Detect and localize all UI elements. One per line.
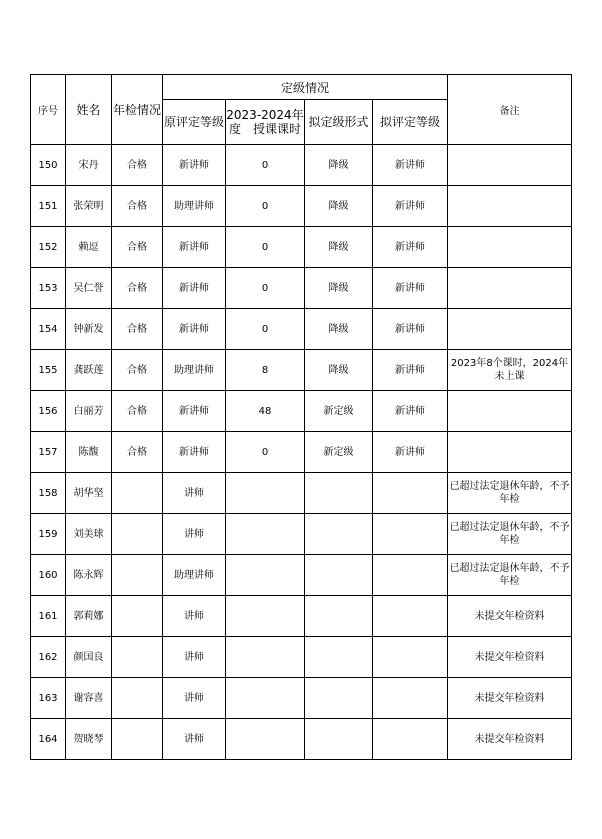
cell-seq: 158 (31, 473, 66, 514)
cell-remarks: 未提交年检资料 (448, 596, 572, 637)
cell-name: 赖逗 (66, 227, 112, 268)
table-row (31, 637, 572, 678)
cell-proposed-form: 新定级 (305, 432, 373, 473)
table-body (31, 145, 572, 760)
table-row (31, 309, 572, 350)
cell-name: 颜国良 (66, 637, 112, 678)
header-remarks: 备注 (448, 75, 572, 145)
cell-original-grade: 讲师 (163, 678, 226, 719)
cell-name: 刘美球 (66, 514, 112, 555)
cell-original-grade: 讲师 (163, 637, 226, 678)
cell-proposed-grade (373, 719, 448, 760)
cell-original-grade: 助理讲师 (163, 350, 226, 391)
cell-annual-check (112, 678, 163, 719)
cell-original-grade: 讲师 (163, 596, 226, 637)
cell-annual-check: 合格 (112, 309, 163, 350)
table-row (31, 145, 572, 186)
cell-remarks: 未提交年检资料 (448, 719, 572, 760)
cell-seq: 163 (31, 678, 66, 719)
cell-remarks: 2023年8个课时，2024年未上课 (448, 350, 572, 391)
cell-annual-check: 合格 (112, 350, 163, 391)
cell-annual-check (112, 555, 163, 596)
cell-proposed-form: 降级 (305, 227, 373, 268)
cell-remarks (448, 268, 572, 309)
cell-proposed-grade: 新讲师 (373, 309, 448, 350)
header-annual-check: 年检情况 (112, 75, 163, 145)
header-proposed-form: 拟定级形式 (305, 100, 373, 145)
cell-original-grade: 讲师 (163, 514, 226, 555)
cell-proposed-form: 降级 (305, 268, 373, 309)
cell-name: 白丽芳 (66, 391, 112, 432)
table-row (31, 432, 572, 473)
cell-seq: 151 (31, 186, 66, 227)
cell-hours (226, 514, 305, 555)
cell-original-grade: 新讲师 (163, 432, 226, 473)
table-row (31, 391, 572, 432)
table-row (31, 514, 572, 555)
table-row (31, 678, 572, 719)
cell-hours (226, 596, 305, 637)
cell-hours: 0 (226, 227, 305, 268)
cell-annual-check (112, 596, 163, 637)
cell-proposed-form (305, 596, 373, 637)
cell-original-grade: 助理讲师 (163, 555, 226, 596)
cell-proposed-grade: 新讲师 (373, 268, 448, 309)
cell-hours: 0 (226, 268, 305, 309)
cell-hours: 48 (226, 391, 305, 432)
cell-remarks (448, 186, 572, 227)
cell-proposed-form: 降级 (305, 186, 373, 227)
cell-hours (226, 719, 305, 760)
cell-remarks: 已超过法定退休年龄，不予年检 (448, 473, 572, 514)
cell-seq: 161 (31, 596, 66, 637)
cell-seq: 162 (31, 637, 66, 678)
cell-annual-check (112, 719, 163, 760)
cell-remarks: 已超过法定退休年龄，不予年检 (448, 555, 572, 596)
cell-seq: 155 (31, 350, 66, 391)
cell-proposed-grade (373, 473, 448, 514)
cell-proposed-grade: 新讲师 (373, 350, 448, 391)
cell-seq: 154 (31, 309, 66, 350)
cell-seq: 159 (31, 514, 66, 555)
cell-proposed-grade (373, 678, 448, 719)
cell-seq: 153 (31, 268, 66, 309)
table-row (31, 719, 572, 760)
cell-proposed-grade: 新讲师 (373, 391, 448, 432)
cell-hours (226, 555, 305, 596)
cell-annual-check: 合格 (112, 391, 163, 432)
cell-original-grade: 新讲师 (163, 268, 226, 309)
cell-hours (226, 637, 305, 678)
cell-proposed-grade: 新讲师 (373, 186, 448, 227)
cell-annual-check: 合格 (112, 268, 163, 309)
cell-proposed-form (305, 719, 373, 760)
cell-proposed-grade: 新讲师 (373, 145, 448, 186)
cell-remarks: 未提交年检资料 (448, 637, 572, 678)
cell-annual-check (112, 473, 163, 514)
cell-remarks (448, 145, 572, 186)
header-grading-group: 定级情况 (163, 75, 448, 100)
header-seq: 序号 (31, 75, 66, 145)
cell-proposed-form: 降级 (305, 309, 373, 350)
header-proposed-grade: 拟评定等级 (373, 100, 448, 145)
cell-proposed-form (305, 514, 373, 555)
cell-proposed-form (305, 555, 373, 596)
cell-annual-check: 合格 (112, 227, 163, 268)
cell-remarks (448, 227, 572, 268)
cell-original-grade: 新讲师 (163, 391, 226, 432)
grading-table (30, 74, 572, 760)
cell-name: 胡华坚 (66, 473, 112, 514)
cell-annual-check: 合格 (112, 432, 163, 473)
cell-proposed-form: 降级 (305, 350, 373, 391)
table-row (31, 596, 572, 637)
table-row (31, 350, 572, 391)
table-row (31, 268, 572, 309)
cell-original-grade: 新讲师 (163, 309, 226, 350)
cell-remarks: 已超过法定退休年龄，不予年检 (448, 514, 572, 555)
cell-original-grade: 新讲师 (163, 227, 226, 268)
cell-proposed-grade (373, 596, 448, 637)
cell-name: 吴仁誉 (66, 268, 112, 309)
header-hours: 2023-2024年度 授课课时 (226, 100, 305, 145)
cell-proposed-form: 新定级 (305, 391, 373, 432)
cell-hours: 0 (226, 309, 305, 350)
cell-proposed-form (305, 637, 373, 678)
cell-remarks (448, 432, 572, 473)
cell-hours: 0 (226, 432, 305, 473)
table-row (31, 555, 572, 596)
cell-name: 宋丹 (66, 145, 112, 186)
cell-name: 郭莉娜 (66, 596, 112, 637)
cell-hours: 0 (226, 186, 305, 227)
table-row (31, 473, 572, 514)
cell-name: 陈永辉 (66, 555, 112, 596)
cell-hours: 8 (226, 350, 305, 391)
cell-proposed-grade: 新讲师 (373, 432, 448, 473)
cell-proposed-form (305, 473, 373, 514)
cell-annual-check: 合格 (112, 186, 163, 227)
cell-annual-check (112, 514, 163, 555)
cell-proposed-grade (373, 637, 448, 678)
header-original-grade: 原评定等级 (163, 100, 226, 145)
cell-proposed-grade: 新讲师 (373, 227, 448, 268)
cell-annual-check (112, 637, 163, 678)
cell-remarks: 未提交年检资料 (448, 678, 572, 719)
cell-proposed-grade (373, 514, 448, 555)
cell-name: 陈馥 (66, 432, 112, 473)
cell-name: 贺晓琴 (66, 719, 112, 760)
cell-hours: 0 (226, 145, 305, 186)
cell-seq: 157 (31, 432, 66, 473)
cell-name: 谢容喜 (66, 678, 112, 719)
cell-name: 张荣明 (66, 186, 112, 227)
cell-seq: 156 (31, 391, 66, 432)
cell-proposed-grade (373, 555, 448, 596)
cell-original-grade: 讲师 (163, 473, 226, 514)
cell-seq: 164 (31, 719, 66, 760)
cell-original-grade: 新讲师 (163, 145, 226, 186)
cell-name: 龚跃莲 (66, 350, 112, 391)
cell-remarks (448, 309, 572, 350)
cell-annual-check: 合格 (112, 145, 163, 186)
cell-seq: 152 (31, 227, 66, 268)
cell-remarks (448, 391, 572, 432)
table-row (31, 186, 572, 227)
cell-hours (226, 473, 305, 514)
cell-hours (226, 678, 305, 719)
cell-seq: 160 (31, 555, 66, 596)
table-row (31, 227, 572, 268)
header-name: 姓名 (66, 75, 112, 145)
cell-proposed-form (305, 678, 373, 719)
cell-name: 钟新发 (66, 309, 112, 350)
cell-original-grade: 讲师 (163, 719, 226, 760)
cell-seq: 150 (31, 145, 66, 186)
cell-proposed-form: 降级 (305, 145, 373, 186)
cell-original-grade: 助理讲师 (163, 186, 226, 227)
